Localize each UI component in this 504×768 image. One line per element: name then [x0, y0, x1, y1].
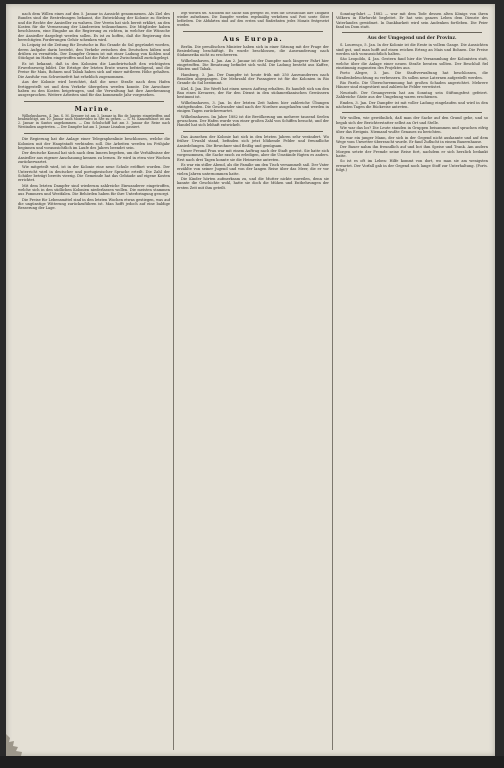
section-rule [342, 112, 482, 113]
article-text: Rio Pardo. Die Überschwemmung hat großen Schaden angerichtet. Mehrere Häuser sind eingestürzt und zahlreiche Felder verwüstet. [336, 81, 488, 90]
article-text: Wir wollen, wie gewöhnlich, daß man der Sache auf den Grund gehe, und so begab sich der Berichterstatter selbst an Ort und Stelle. [336, 116, 488, 125]
article-text: Wie mitgeteilt wird, ist in der Kolonie eine neue Schule eröffnet worden. Der Unterricht wird in deutscher und portugiesischer Sprache erteilt. Die Zahl der Schüler beträgt bereits vierzig. Die Gemeinde hat das Gebäude auf eigene Kosten errichtet. [18, 165, 170, 183]
section-rule [342, 32, 482, 33]
section-heading: Aus Europa. [222, 34, 284, 43]
section-heading: Aus der Umgegend und der Provinz. [367, 36, 457, 42]
article-text: Hamburg, 3. Jan. Der Dampfer ist heute früh mit 250 Auswanderern nach Brasilien abgegangen. Die Mehrzahl der Passagiere ist für die Kolonien in Rio Grande do Sul bestimmt. [177, 72, 329, 86]
article-text: Mit dem letzten Dampfer sind wiederum zahlreiche Einwanderer eingetroffen, welche sich in den südlichen Kolonien niederlassen wollen. Die meisten stammen aus Pommern und Westfalen. Die Behörden haben für ihre Unterbringung gesorgt. [18, 183, 170, 197]
column-divider [173, 12, 174, 750]
column-divider [332, 12, 333, 750]
article-text: Das Aussehen der Kolonie hat sich in den letzten Jahren sehr verändert. Wo früher Urwald stand, befinden sich jetzt blühende Felder und freundliche Ansiedelungen. Die Bewohner sind fleißig und genügsam. [177, 134, 329, 148]
article-text: Der deutsche Konsul hat sich nach dem Innern begeben, um die Verhältnisse der Ansiedler aus eigener Anschauung kennen zu lernen. Er wird in etwa vier Wochen zurückerwartet. [18, 151, 170, 164]
article-text: Die Preise für Lebensmittel sind in den letzten Wochen etwas gestiegen, was auf die ungünstige Witterung zurückzuführen ist. Man hofft jedoch auf eine baldige Besserung der Lage. [18, 197, 170, 211]
article-text: São Leopoldo, 4. Jan. Gestern fand hier die Versammlung der Kolonisten statt, welche über die Anlage einer neuen Straße beraten sollten. Der Beschluß fiel einstimmig zugunsten des Projektes aus. [336, 57, 488, 71]
article-text: Wie war das los? Die Leute standen in Gruppen beisammen und sprachen eifrig über das Ereignis. Niemand wußte Genaues zu berichten. [336, 125, 488, 135]
article-text: Emden, 3. Jan. Der Dampfer ist mit voller Ladung eingelaufen und wird in den nächsten Tagen die Rückreise antreten. [336, 100, 488, 109]
article-text: Es ist bekannt, daß in den Kolonien die Landwirtschaft den wichtigsten Erwerbszweig bildet. Die Erträge der letzten Ernte waren befriedigend, und die Preise für Mais, Bohnen und Tabak haben sich auf einer mittleren Höhe gehalten. Die Ausfuhr von Schweinefett hat erheblich zugenommen. [18, 61, 170, 79]
article-text: Unser Freund Frau war mit einem Auftrag nach der Stadt gereist. Sie hatte sich vorgenommen, die Sache rasch zu erledigen, aber die Umstände fügten es anders. Erst nach drei Tagen konnte sie die Heimreise antreten. [177, 148, 329, 162]
article-text: S. Lourenço, 5. Jan. In der Kolonie ist die Ernte in vollem Gange. Die Aussichten sind gut, und man hofft auf einen reichen Ertrag an Mais und Bohnen. Die Preise werden sich voraussichtlich halten. [336, 43, 488, 57]
article-text: Kiel, 4. Jan. Die Werft hat einen neuen Auftrag erhalten. Es handelt sich um den Bau eines Kreuzers, der für den Dienst in den südamerikanischen Gewässern bestimmt ist. [177, 86, 329, 100]
section-rule [183, 31, 323, 32]
article-text: So ist es oft im Leben: Hilfe kommt von dort, wo man sie am wenigsten erwartet. Der Vorfall gab in der Gegend noch lange Stoff zur Unterhaltung. (Forts. folgt.) [336, 159, 488, 172]
torn-corner-icon [6, 728, 30, 756]
article-text: Neustadt. Der Gesangverein hat am Sonntag sein Stiftungsfest gefeiert. Zahlreiche Gäste aus der Umgebung waren erschienen. [336, 90, 488, 100]
article-text: In Leipzig ist die Zeitung für Deutsche in Rio Grande do Sul gegründet worden, deren Aufgabe darin besteht, den Verkehr zwischen den Deutschen hüben und drüben zu vermitteln. Der Dampfer Grimm ist mit einer Ladung von Kohlen und Stückgut im Hafen eingetroffen und hat die Fahrt ohne Zwischenfall zurückgelegt. [18, 43, 170, 61]
article-text: Der Bauer nahm ihn freundlich auf und bot ihm Speise und Trank. Am andern Morgen setzte der Fremde seine Reise fort, nachdem er sich herzlich bedankt hatte. [336, 145, 488, 158]
column-middle [177, 12, 329, 748]
article-text: Die Kinder hörten aufmerksam zu, und die Mutter nickte zuweilen, denn sie kannte die Geschichte wohl, hatte sie doch die Mühen und Entbehrungen der ersten Zeit mit ihm geteilt. [177, 176, 329, 190]
article-text: Berlin. Die preußischen Minister haben sich in einer Sitzung mit der Frage der Besiedelung beschäftigt. Es wurde beschlossen, die Auswanderung nach Südamerika nicht zu erschweren. [177, 44, 329, 58]
article-text: Es war ein stiller Abend, als die Familie um den Tisch versammelt saß. Der Vater erzählte von seiner Jugend und von der langen Reise über das Meer, die er vor vielen Jahren unternommen hatte. [177, 162, 329, 176]
article-text: Sonntag-fahrt — 1882 — war mit dem Tode dessen alten Königs von ihren Völkern in Ehrfurcht begleitet. Er hat sein ganzes Leben dem Dienste des Vaterlandes gewidmet. In Dankbarkeit wird sein Andenken fortleben. Die Feier fand im Dom statt. [336, 12, 488, 30]
newspaper-page [6, 4, 495, 756]
article-text: legt worden sei. Nachdem die Sache nun geregelt ist, wird die Gesellschaft ihre Tätigkeit wieder aufnehmen. Die Dampfer werden regelmäßig verkehren und Post sowie Güter befördern. Die Abfahrten sind auf den ersten und fünfzehnten jedes Monats festgesetzt worden. [177, 12, 329, 27]
article-text: Wilhelmshaven, 4. Jan. S. M. Kreuzer ist am 3. Januar in Rio de Janeiro eingetroffen und beabsichtigt, am 10. Januar nach Montevideo in See zu gehen. — S. M. Kanonenboot ist am 2. Januar in Santos angekommen. — Das Schulschiff hat am 3. Januar die Reise nach Westindien angetreten. — Der Dampfer hat am 1. Januar Lissabon passiert. [18, 113, 170, 130]
article-text: Wilhelmshaven. Im Jahre 1882 ist die Bevölkerung um mehrere tausend Seelen gewachsen. Der Hafen wurde von einer großen Zahl von Schiffen besucht, und der Handel hat sich lebhaft entwickelt. [177, 114, 329, 128]
section-rule [183, 131, 323, 132]
article-text: Wilhelmshaven, 4. Jan. Am 2. Januar ist der Dampfer nach längerer Fahrt hier eingetroffen. Die Besatzung befindet sich wohl. Die Ladung besteht aus Kaffee, Häuten und Tabak. [177, 58, 329, 72]
article-text: Es war ein junger Mann, der sich in der Gegend nicht auskannte und auf dem Wege vom Unwetter überrascht wurde. Er fand Zuflucht in einem Bauernhause. [336, 135, 488, 144]
article-text: nach dem Willen eines auf den 5. Januar in Aussicht genommenen. Als Ziel des Bundes sind die Bestrebungen bekannt, die Entwicklung der Kolonie zu fördern und die Rechte der Ansiedler zu wahren. Der Verein hat sich bereit erklärt, an den Kosten für die Vermessung der Ländereien teilzunehmen. Die Mitglieder haben beschlossen, eine Eingabe an die Regierung zu richten, in welcher die Wünsche der Ansiedler dargelegt werden sollen. Es ist zu hoffen, daß die Regierung den berechtigten Forderungen Gehör schenken wird. [18, 12, 170, 43]
section-rule [24, 101, 164, 102]
article-text: Die Regierung hat die Anlage einer Telegraphenlinie beschlossen, welche die Kolonien mit der Hauptstadt verbinden soll. Die Arbeiten werden im Frühjahr beginnen und voraussichtlich im Laufe des Jahres beendet sein. [18, 137, 170, 150]
column-right [336, 12, 488, 748]
column-left [18, 12, 170, 748]
article-text: Porto Alegre, 3. Jan. Die Stadtverwaltung hat beschlossen, die Straßenbeleuchtung zu verbessern. Es sollen neue Laternen aufgestellt werden. [336, 71, 488, 80]
scan-border [0, 756, 504, 768]
article-text: Aus der Kolonie wird berichtet, daß die neue Straße nach dem Hafen fertiggestellt sei und dem Verkehr übergeben werden konnte. Die Anwohner haben zu den Kosten beigetragen, und die Verwaltung hat ihre Anerkennung ausgesprochen. Weitere Arbeiten sind für das kommende Jahr vorgesehen. [18, 80, 170, 98]
section-heading: Marine. [74, 104, 114, 113]
section-rule [24, 133, 164, 134]
article-text: Wilhelmshaven, 3. Jan. In der letzten Zeit haben hier zahlreiche Übungen stattgefunden. Die Geschwader sind nach der Nordsee ausgelaufen und werden in einigen Tagen zurückerwartet. [177, 100, 329, 114]
